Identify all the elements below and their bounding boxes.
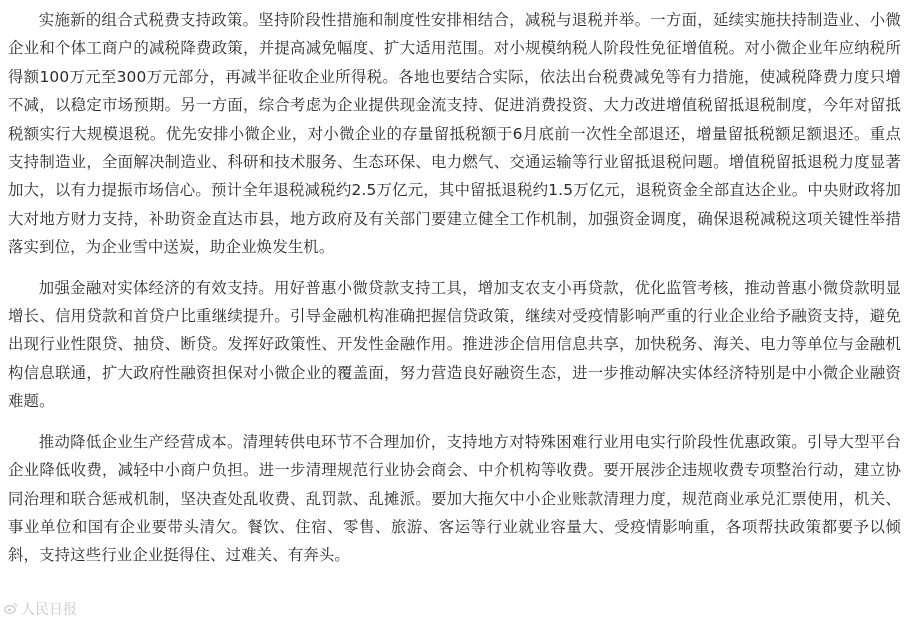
paragraph-financial-support: 加强金融对实体经济的有效支持。用好普惠小微贷款支持工具，增加支农支小再贷款，优化监管考核，推动普惠小微贷款明显增长、信用贷款和首贷户比重继续提升。引导金融机构准确把握信贷政策，继续对受疫情影响严重的行业企业给予融资支持，避免出现行业性限贷、抽贷、断贷。发挥好政策性、开发性金融作用。推进涉企信用信息共享，加快税务、海关、电力等单位与金融机构信息联通，扩大政府性融资担保对小微企业的覆盖面，努力营造良好融资生态，进一步推动解决实体经济特别是中小微企业融资难题。 — [8, 278, 901, 411]
paragraph-tax-policy: 实施新的组合式税费支持政策。坚持阶段性措施和制度性安排相结合，减税与退税并举。一方面，延续实施扶持制造业、小微企业和个体工商户的减税降费政策，并提高减免幅度、扩大适用范围。对小规模纳税人阶段性免征增值税。对小微企业年应纳税所得额100万元至300万元部分，再减半征收企业所得税。各地也要结合实际，依法出台税费减免等有力措施，使减税降费力度只增不减，以稳定市场预期。另一方面，综合考虑为企业提供现金流支持、促进消费投资、大力改进增值税留抵退税制度，今年对留抵税额实行大规模退税。优先安排小微企业，对小微企业的存量留抵税额于6月底前一次性全部退还，增量留抵税额足额退还。重点支持制造业，全面解决制造业、科研和技术服务、生态环保、电力燃气、交通运输等行业留抵退税问题。增值税留抵退税力度显著加大，以有力提振市场信心。预计全年退税减税约2.5万亿元，其中留抵退税约1.5万亿元，退税资金全部直达企业。中央财政将加大对地方财力支持，补助资金直达市县，地方政府及有关部门要建立健全工作机制，加强资金调度，确保退税减税这项关键性举措落实到位，为企业雪中送炭，助企业焕发生机。 — [8, 11, 901, 257]
paragraph-cost-reduction: 推动降低企业生产经营成本。清理转供电环节不合理加价，支持地方对特殊困难行业用电实行阶段性优惠政策。引导大型平台企业降低收费，减轻中小商户负担。进一步清理规范行业协会商会、中介机构等收费。要开展涉企违规收费专项整治行动，建立协同治理和联合惩戒机制，坚决查处乱收费、乱罚款、乱摊派。要加大拖欠中小企业账款清理力度，规范商业承兑汇票使用，机关、事业单位和国有企业要带头清欠。餐饮、住宿、零售、旅游、客运等行业就业容量大、受疫情影响重，各项帮扶政策都要予以倾斜，支持这些行业企业挺得住、过难关、有奔头。 — [8, 432, 901, 565]
watermark-text: 人民日报 — [21, 602, 77, 618]
